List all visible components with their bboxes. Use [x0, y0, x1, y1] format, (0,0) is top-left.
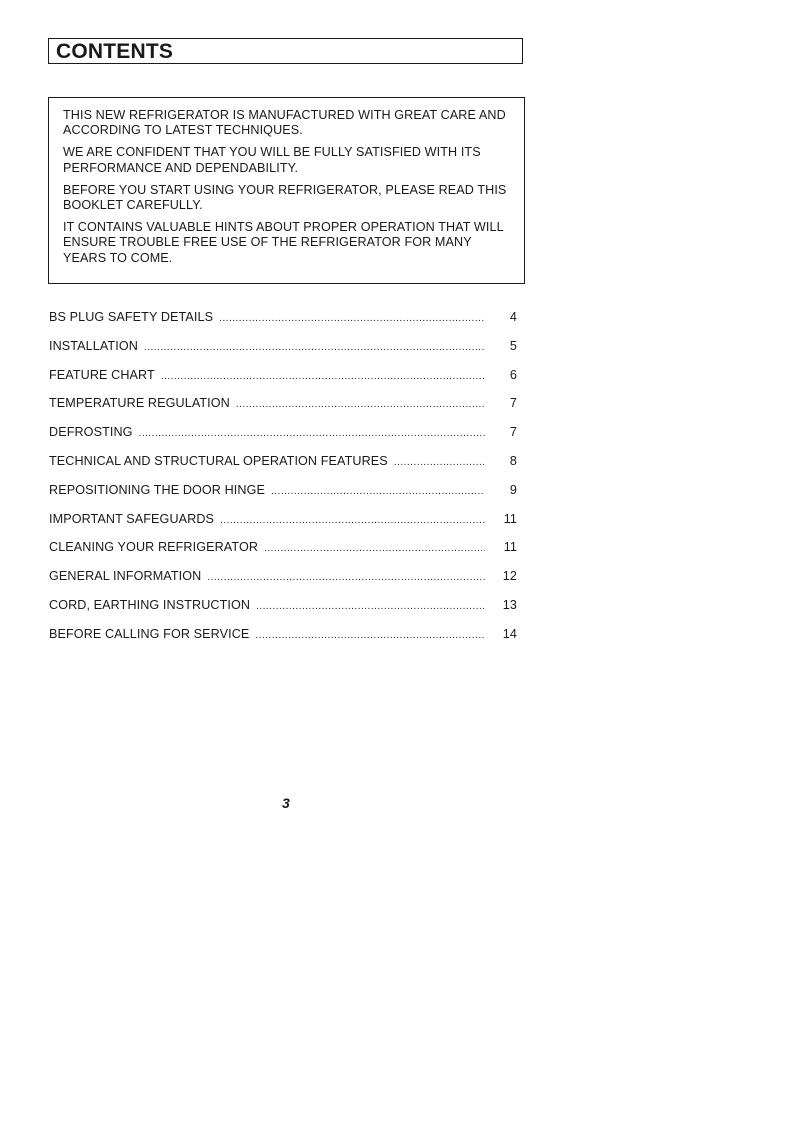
toc-leader-dots — [139, 425, 485, 439]
toc-entry-page: 11 — [503, 511, 517, 526]
toc-entry-cleaning[interactable] — [49, 540, 517, 569]
toc-leader-dots — [256, 598, 485, 612]
toc-entry-title: REPOSITIONING THE DOOR HINGE — [49, 482, 265, 497]
toc-entry-title: GENERAL INFORMATION — [49, 569, 202, 584]
toc-entry-defrosting[interactable] — [49, 425, 517, 454]
toc-leader-dots — [271, 483, 485, 497]
toc-entry-page: 7 — [509, 425, 517, 440]
toc-leader-dots — [220, 512, 485, 526]
toc-entry-temperature-regulation[interactable] — [49, 396, 517, 425]
toc-leader-dots — [255, 627, 485, 641]
toc-entry-title: CORD, EARTHING INSTRUCTION — [49, 597, 251, 612]
toc-entry-title: DEFROSTING — [49, 425, 133, 440]
toc-entry-page: 13 — [502, 597, 517, 612]
toc-entry-title: TECHNICAL AND STRUCTURAL OPERATION FEATURES — [49, 453, 388, 468]
toc-entry-title: TEMPERATURE REGULATION — [49, 396, 230, 411]
table-of-contents — [49, 310, 517, 656]
intro-paragraph-4: IT CONTAINS VALUABLE HINTS ABOUT PROPER OPERATION THAT WILL ENSURE TROUBLE FREE USE OF THE REFRIGERATOR FOR MANY YEARS TO COME. — [63, 220, 504, 265]
contents-heading-box — [48, 38, 523, 64]
toc-entry-page: 5 — [509, 338, 517, 353]
toc-leader-dots — [144, 339, 485, 353]
toc-entry-page: 8 — [509, 453, 517, 468]
page-number: 3 — [282, 795, 290, 811]
intro-paragraph-1: THIS NEW REFRIGERATOR IS MANUFACTURED WITH GREAT CARE AND ACCORDING TO LATEST TECHNIQUES. — [63, 108, 506, 138]
toc-leader-dots — [161, 368, 485, 382]
toc-entry-page: 9 — [509, 482, 517, 497]
intro-paragraph-2: WE ARE CONFIDENT THAT YOU WILL BE FULLY SATISFIED WITH ITS PERFORMANCE AND DEPENDABILITY. — [63, 145, 481, 175]
intro-notice-box — [48, 97, 525, 284]
toc-entry-title: INSTALLATION — [49, 338, 138, 353]
toc-entry-technical-features[interactable] — [49, 454, 517, 483]
toc-leader-dots — [394, 454, 485, 468]
toc-entry-bs-plug-safety[interactable] — [49, 310, 517, 339]
toc-entry-cord-earthing[interactable] — [49, 598, 517, 627]
toc-entry-feature-chart[interactable] — [49, 368, 517, 397]
toc-leader-dots — [264, 540, 485, 554]
toc-entry-before-calling-service[interactable] — [49, 627, 517, 656]
toc-entry-page: 11 — [503, 540, 517, 555]
toc-entry-general-information[interactable] — [49, 569, 517, 598]
contents-heading: CONTENTS — [56, 40, 174, 63]
toc-entry-page: 12 — [502, 569, 517, 584]
toc-entry-title: FEATURE CHART — [49, 367, 155, 382]
toc-entry-page: 14 — [502, 626, 517, 641]
toc-entry-title: BS PLUG SAFETY DETAILS — [49, 310, 214, 324]
toc-entry-title: CLEANING YOUR REFRIGERATOR — [49, 540, 259, 555]
toc-entry-title: IMPORTANT SAFEGUARDS — [49, 511, 215, 526]
toc-entry-page: 7 — [509, 396, 517, 411]
toc-entry-important-safeguards[interactable] — [49, 512, 517, 541]
toc-entry-page: 4 — [509, 310, 517, 324]
toc-entry-title: BEFORE CALLING FOR SERVICE — [49, 626, 250, 641]
toc-leader-dots — [236, 396, 485, 410]
toc-entry-door-hinge[interactable] — [49, 483, 517, 512]
toc-entry-page: 6 — [509, 367, 517, 382]
toc-entry-installation[interactable] — [49, 339, 517, 368]
intro-paragraph-3: BEFORE YOU START USING YOUR REFRIGERATOR, PLEASE READ THIS BOOKLET CAREFULLY. — [63, 182, 507, 213]
toc-leader-dots — [207, 569, 485, 583]
toc-leader-dots — [219, 310, 485, 324]
